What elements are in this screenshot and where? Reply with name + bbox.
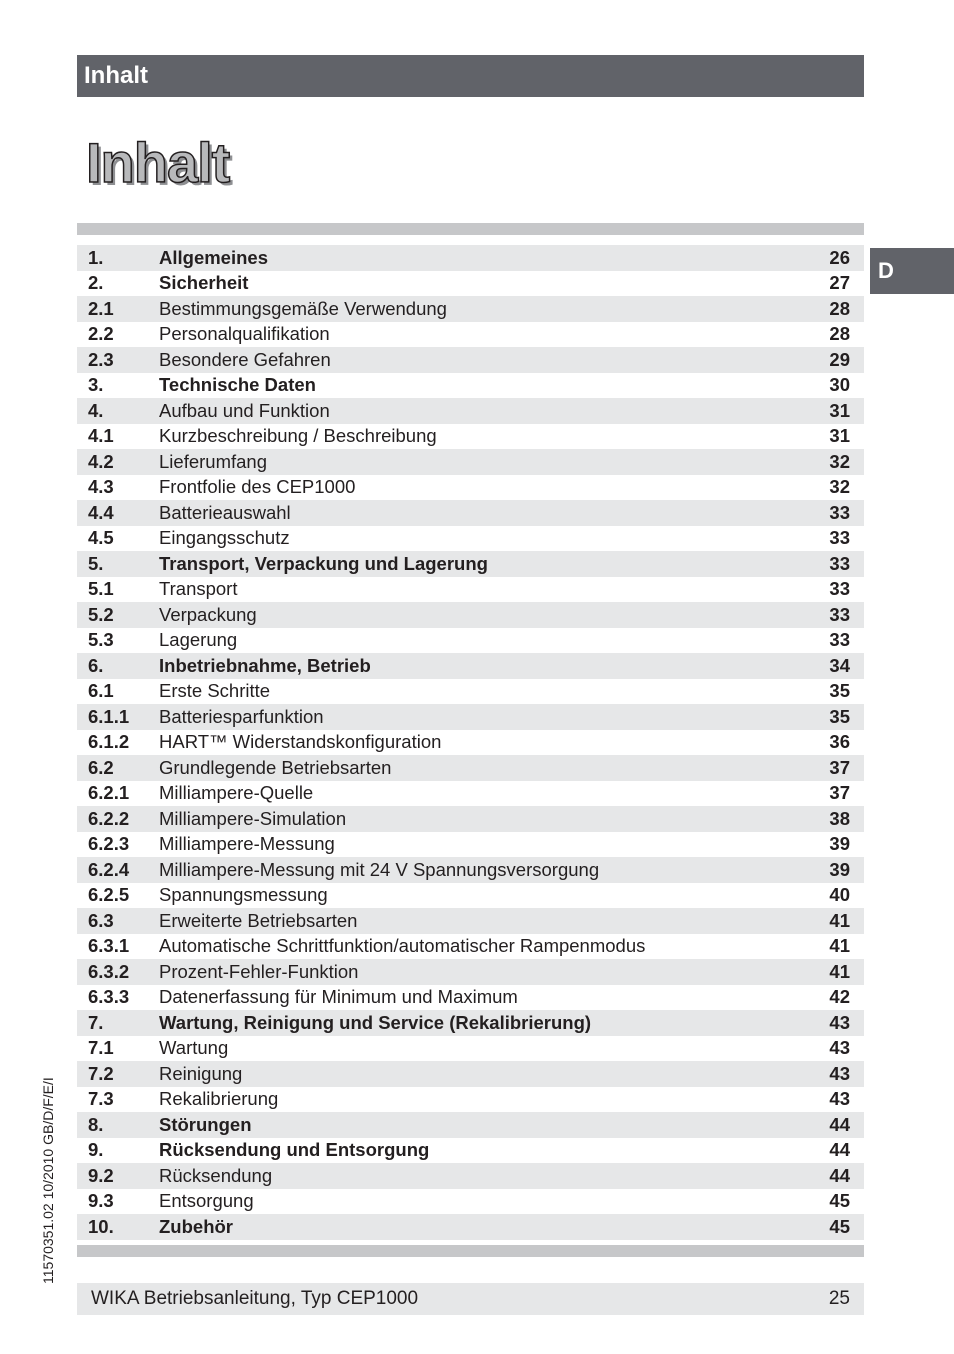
toc-row[interactable] xyxy=(77,1189,864,1215)
toc-title: Rücksendung und Entsorgung xyxy=(159,1139,430,1161)
toc-row[interactable] xyxy=(77,1112,864,1138)
toc-title: Prozent-Fehler-Funktion xyxy=(159,960,359,982)
toc-title: HART™ Widerstandskonfiguration xyxy=(159,731,442,753)
toc-title: Allgemeines xyxy=(159,246,268,268)
toc-page: 44 xyxy=(829,1113,850,1135)
toc-title: Lieferumfang xyxy=(159,450,267,472)
toc-page: 40 xyxy=(829,884,850,906)
toc-title: Automatische Schrittfunktion/automatischer Rampenmodus xyxy=(159,935,646,957)
toc-number: 7.2 xyxy=(88,1062,114,1084)
toc-row[interactable] xyxy=(77,245,864,271)
toc-row[interactable] xyxy=(77,1010,864,1036)
toc-row[interactable] xyxy=(77,551,864,577)
toc-row[interactable] xyxy=(77,1061,864,1087)
toc-row[interactable] xyxy=(77,806,864,832)
toc-number: 4.5 xyxy=(88,527,114,549)
toc-page: 45 xyxy=(829,1215,850,1237)
toc-title: Transport xyxy=(159,578,238,600)
toc-page: 44 xyxy=(829,1164,850,1186)
toc-page: 41 xyxy=(829,909,850,931)
toc-page: 42 xyxy=(829,986,850,1008)
toc-row[interactable] xyxy=(77,704,864,730)
toc-row[interactable] xyxy=(77,296,864,322)
toc-row[interactable] xyxy=(77,1163,864,1189)
toc-page: 37 xyxy=(829,782,850,804)
toc-number: 2.2 xyxy=(88,323,114,345)
toc-page: 32 xyxy=(829,476,850,498)
toc-number: 6.1.1 xyxy=(88,705,130,727)
toc-page: 26 xyxy=(829,246,850,268)
toc-title: Zubehör xyxy=(159,1215,233,1237)
toc-page: 43 xyxy=(829,1037,850,1059)
toc-page: 39 xyxy=(829,858,850,880)
toc-title: Bestimmungsgemäße Verwendung xyxy=(159,297,447,319)
toc-number: 6.3.2 xyxy=(88,960,130,982)
toc-title: Reinigung xyxy=(159,1062,243,1084)
toc-number: 4.3 xyxy=(88,476,114,498)
toc-page: 33 xyxy=(829,527,850,549)
footer-text: WIKA Betriebsanleitung, Typ CEP1000 xyxy=(91,1288,419,1309)
toc-page: 31 xyxy=(829,399,850,421)
toc-page: 29 xyxy=(829,348,850,370)
toc-number: 8. xyxy=(88,1113,104,1135)
toc-page: 27 xyxy=(829,272,850,294)
toc-number: 5. xyxy=(88,552,104,574)
toc-row[interactable] xyxy=(77,347,864,373)
toc-title: Sicherheit xyxy=(159,272,249,294)
toc-number: 2. xyxy=(88,272,104,294)
toc-title: Eingangsschutz xyxy=(159,527,290,549)
toc-page: 35 xyxy=(829,705,850,727)
toc-number: 6.2.4 xyxy=(88,858,130,880)
toc-number: 9.3 xyxy=(88,1190,114,1212)
toc-row[interactable] xyxy=(77,985,864,1011)
toc-row[interactable] xyxy=(77,934,864,960)
toc-title: Kurzbeschreibung / Beschreibung xyxy=(159,425,437,447)
toc-number: 6.2.3 xyxy=(88,833,130,855)
toc-page: 33 xyxy=(829,578,850,600)
toc-number: 6.2.5 xyxy=(88,884,130,906)
toc-row[interactable] xyxy=(77,322,864,348)
toc-title: Batteriesparfunktion xyxy=(159,705,324,727)
toc-row[interactable] xyxy=(77,424,864,450)
toc-row[interactable] xyxy=(77,908,864,934)
toc-row[interactable] xyxy=(77,1087,864,1113)
footer-page-number: 25 xyxy=(828,1288,850,1309)
toc-page: 43 xyxy=(829,1062,850,1084)
toc-number: 3. xyxy=(88,374,104,396)
toc-number: 4.4 xyxy=(88,501,114,523)
toc-number: 9.2 xyxy=(88,1164,114,1186)
toc-title: Lagerung xyxy=(159,629,238,651)
toc-title: Milliampere-Messung xyxy=(159,833,335,855)
toc-number: 10. xyxy=(88,1215,114,1237)
toc-row[interactable] xyxy=(77,679,864,705)
toc-number: 6.2.1 xyxy=(88,782,130,804)
table-of-contents xyxy=(77,245,864,1240)
toc-row[interactable] xyxy=(77,1214,864,1240)
toc-row[interactable] xyxy=(77,500,864,526)
toc-number: 6.1.2 xyxy=(88,731,130,753)
toc-row[interactable] xyxy=(77,857,864,883)
toc-page: 31 xyxy=(829,425,850,447)
toc-number: 6.3.1 xyxy=(88,935,130,957)
toc-page: 43 xyxy=(829,1088,850,1110)
toc-row[interactable] xyxy=(77,602,864,628)
toc-title: Grundlegende Betriebsarten xyxy=(159,756,392,778)
toc-row[interactable] xyxy=(77,781,864,807)
toc-number: 6. xyxy=(88,654,104,676)
toc-row[interactable] xyxy=(77,1036,864,1062)
toc-page: 28 xyxy=(829,323,850,345)
toc-row[interactable] xyxy=(77,373,864,399)
toc-page: 37 xyxy=(829,756,850,778)
top-divider xyxy=(77,223,864,235)
toc-row[interactable] xyxy=(77,959,864,985)
toc-title: Verpackung xyxy=(159,603,257,625)
toc-number: 2.3 xyxy=(88,348,114,370)
toc-title: Datenerfassung für Minimum und Maximum xyxy=(159,986,518,1008)
toc-row[interactable] xyxy=(77,398,864,424)
toc-page: 35 xyxy=(829,680,850,702)
toc-title: Rekalibrierung xyxy=(159,1088,279,1110)
toc-number: 6.3.3 xyxy=(88,986,130,1008)
toc-row[interactable] xyxy=(77,1138,864,1164)
toc-title: Technische Daten xyxy=(159,374,316,396)
toc-page: 45 xyxy=(829,1190,850,1212)
toc-title: Störungen xyxy=(159,1113,252,1135)
toc-title: Besondere Gefahren xyxy=(159,348,331,370)
toc-number: 9. xyxy=(88,1139,104,1161)
toc-page: 38 xyxy=(829,807,850,829)
toc-page: 33 xyxy=(829,552,850,574)
toc-number: 6.2.2 xyxy=(88,807,130,829)
toc-title: Entsorgung xyxy=(159,1190,254,1212)
toc-number: 4. xyxy=(88,399,104,421)
toc-title: Milliampere-Messung mit 24 V Spannungsversorgung xyxy=(159,858,600,880)
language-tab-label: D xyxy=(878,258,894,283)
toc-title: Spannungsmessung xyxy=(159,884,328,906)
section-header-label: Inhalt xyxy=(84,62,148,89)
toc-row[interactable] xyxy=(77,730,864,756)
toc-title: Erste Schritte xyxy=(159,680,271,702)
toc-number: 7.3 xyxy=(88,1088,114,1110)
language-tab[interactable] xyxy=(870,248,954,294)
toc-page: 41 xyxy=(829,960,850,982)
toc-page: 28 xyxy=(829,297,850,319)
toc-title: Milliampere-Simulation xyxy=(159,807,347,829)
toc-title: Wartung, Reinigung und Service (Rekalibrierung) xyxy=(159,1011,592,1033)
toc-row[interactable] xyxy=(77,577,864,603)
toc-title: Rücksendung xyxy=(159,1164,273,1186)
footer xyxy=(77,1283,864,1315)
toc-number: 5.1 xyxy=(88,578,114,600)
toc-number: 6.2 xyxy=(88,756,114,778)
toc-page: 43 xyxy=(829,1011,850,1033)
toc-title: Batterieauswahl xyxy=(159,501,291,523)
toc-number: 6.1 xyxy=(88,680,114,702)
toc-number: 5.3 xyxy=(88,629,114,651)
toc-row[interactable] xyxy=(77,832,864,858)
toc-title: Milliampere-Quelle xyxy=(159,782,314,804)
toc-number: 7. xyxy=(88,1011,104,1033)
toc-row[interactable] xyxy=(77,526,864,552)
toc-row[interactable] xyxy=(77,883,864,909)
toc-number: 4.1 xyxy=(88,425,114,447)
toc-page: 39 xyxy=(829,833,850,855)
toc-page: 36 xyxy=(829,731,850,753)
toc-title: Aufbau und Funktion xyxy=(159,399,330,421)
document-code: 11570351.02 10/2010 GB/D/F/E/I xyxy=(40,1077,56,1284)
toc-page: 32 xyxy=(829,450,850,472)
toc-number: 4.2 xyxy=(88,450,114,472)
toc-number: 5.2 xyxy=(88,603,114,625)
page-title: Inhalt xyxy=(86,131,230,194)
toc-page: 30 xyxy=(829,374,850,396)
toc-title: Personalqualifikation xyxy=(159,323,330,345)
toc-row[interactable] xyxy=(77,449,864,475)
toc-page: 44 xyxy=(829,1139,850,1161)
toc-row[interactable] xyxy=(77,271,864,297)
toc-title: Frontfolie des CEP1000 xyxy=(159,476,356,498)
toc-page: 34 xyxy=(829,654,850,676)
toc-title: Wartung xyxy=(159,1037,229,1059)
toc-page: 33 xyxy=(829,629,850,651)
toc-row[interactable] xyxy=(77,475,864,501)
toc-number: 2.1 xyxy=(88,297,114,319)
bottom-divider xyxy=(77,1245,864,1257)
toc-title: Erweiterte Betriebsarten xyxy=(159,909,358,931)
toc-number: 1. xyxy=(88,246,104,268)
toc-number: 7.1 xyxy=(88,1037,114,1059)
toc-page: 41 xyxy=(829,935,850,957)
toc-row[interactable] xyxy=(77,755,864,781)
toc-row[interactable] xyxy=(77,628,864,654)
toc-title: Transport, Verpackung und Lagerung xyxy=(159,552,488,574)
section-header-bar xyxy=(77,55,864,97)
toc-page: 33 xyxy=(829,501,850,523)
toc-row[interactable] xyxy=(77,653,864,679)
toc-page: 33 xyxy=(829,603,850,625)
toc-number: 6.3 xyxy=(88,909,114,931)
toc-title: Inbetriebnahme, Betrieb xyxy=(159,654,371,676)
